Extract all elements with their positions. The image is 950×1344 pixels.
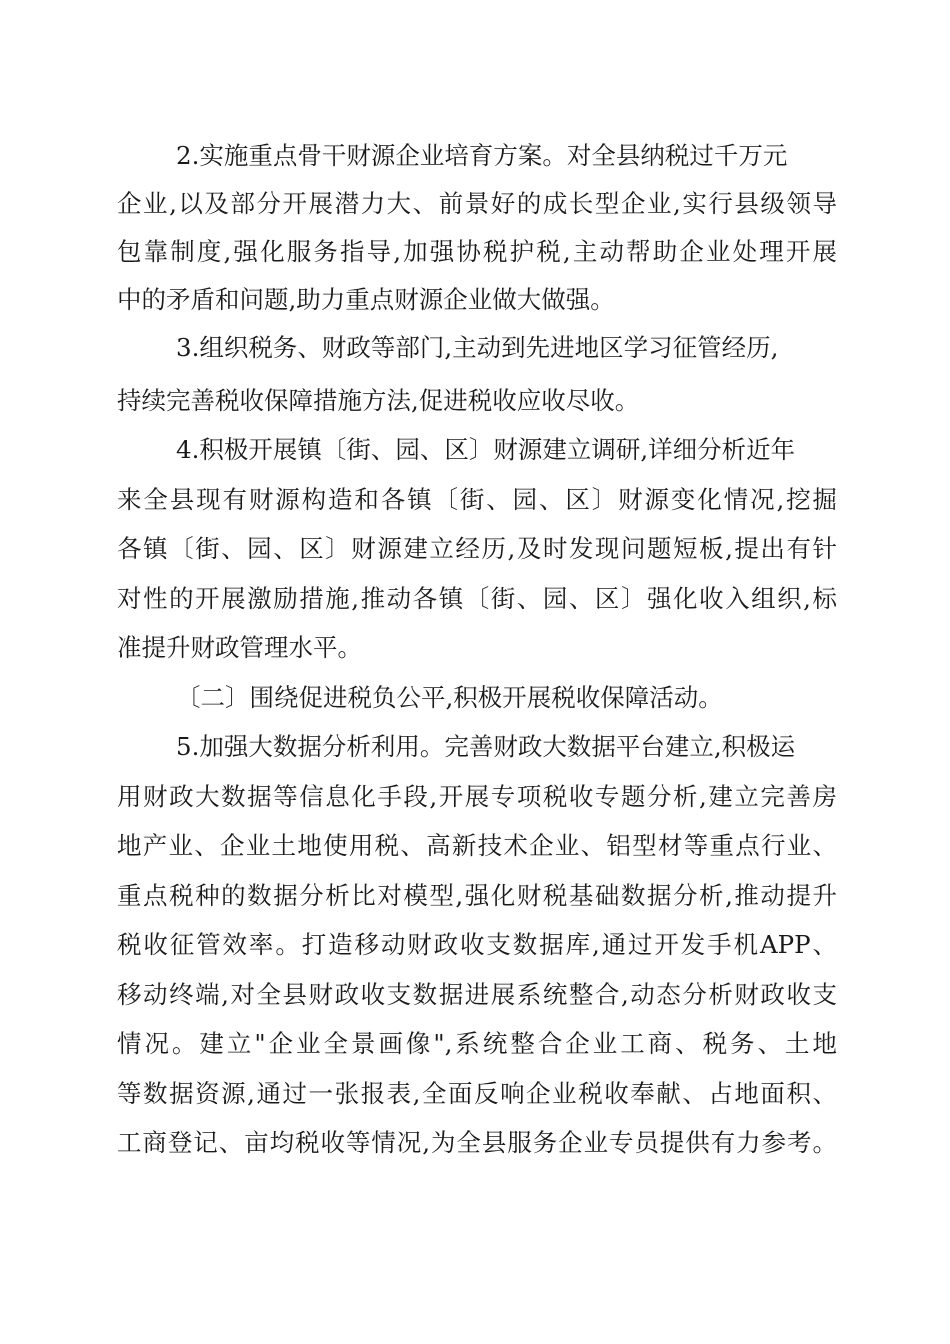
text-line: 中的矛盾和问题,助力重点财源企业做大做强。 xyxy=(117,285,615,314)
text-line: 4.积极开展镇〔街、园、区〕财源建立调研,详细分析近年 xyxy=(176,435,796,464)
text-line: 用财政大数据等信息化手段,开展专项税收专题分析,建立完善房 xyxy=(117,782,837,811)
text-line: 税收征管效率。打造移动财政收支数据库,通过开发手机APP、 xyxy=(117,930,837,959)
text-line: 重点税种的数据分析比对模型,强化财税基础数据分析,推动提升 xyxy=(117,881,837,910)
text-line: 包靠制度,强化服务指导,加强协税护税,主动帮助企业处理开展 xyxy=(117,237,837,266)
text-line: 3.组织税务、财政等部门,主动到先进地区学习征管经历, xyxy=(176,333,779,362)
text-line: 等数据资源,通过一张报表,全面反响企业税收奉献、占地面积、 xyxy=(117,1079,837,1108)
text-line: 工商登记、亩均税收等情况,为全县服务企业专员提供有力参考。 xyxy=(117,1128,837,1157)
text-line: 各镇〔街、园、区〕财源建立经历,及时发现问题短板,提出有针 xyxy=(117,534,837,563)
text-line: 情况。建立"企业全景画像",系统整合企业工商、税务、土地 xyxy=(117,1029,837,1058)
text-line: 2.实施重点骨干财源企业培育方案。对全县纳税过千万元 xyxy=(176,141,788,170)
text-line: 地产业、企业土地使用税、高新技术企业、铝型材等重点行业、 xyxy=(117,831,837,860)
text-line: 5.加强大数据分析利用。完善财政大数据平台建立,积极运 xyxy=(176,732,796,761)
text-line: 移动终端,对全县财政收支数据进展系统整合,动态分析财政收支 xyxy=(117,980,837,1009)
text-line: 准提升财政管理水平。 xyxy=(117,633,362,662)
text-line: 对性的开展激励措施,推动各镇〔街、园、区〕强化收入组织,标 xyxy=(117,584,837,613)
text-line: 企业,以及部分开展潜力大、前景好的成长型企业,实行县级领导 xyxy=(117,189,837,218)
text-line: 持续完善税收保障措施方法,促进税收应收尽收。 xyxy=(117,386,640,415)
section-heading: 〔二〕围绕促进税负公平,积极开展税收保障活动。 xyxy=(176,683,723,712)
text-line: 来全县现有财源构造和各镇〔街、园、区〕财源变化情况,挖掘 xyxy=(117,485,837,514)
